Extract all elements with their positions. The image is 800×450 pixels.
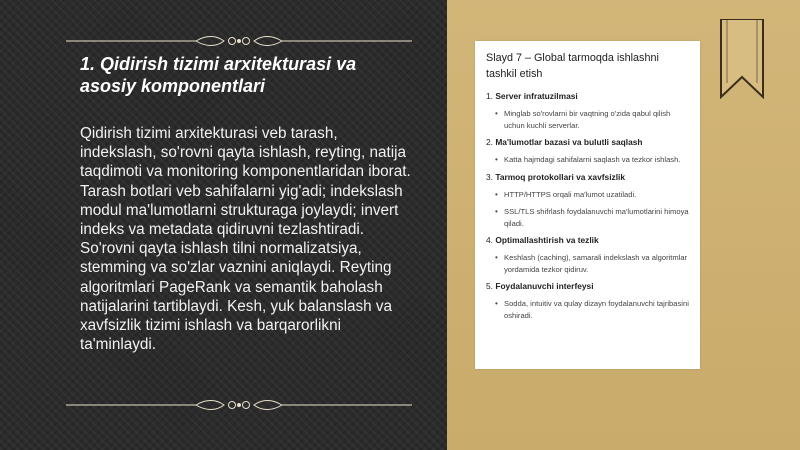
section-optimization — [486, 235, 690, 275]
section-interface — [486, 281, 690, 321]
section-heading: 2. Ma'lumotlar bazasi va bulutli saqlash — [486, 137, 643, 147]
section-heading: 1. Server infratuzilmasi — [486, 91, 578, 101]
section-heading: 5. Foydalanuvchi interfeysi — [486, 281, 594, 291]
bullet-item: • Keshlash (caching), samarali indekslash va algoritmlar yordamida tezkor qidiruv. — [495, 253, 688, 274]
document-title: Slayd 7 – Global tarmoqda ishlashni tashkil etish — [486, 52, 659, 80]
bullet-item: • Minglab so'rovlarni bir vaqtning o'zida qabul qilish uchun kuchli serverlar. — [495, 109, 671, 130]
bullet-item: • Katta hajmdagi sahifalarni saqlash va tezkor ishlash. — [495, 155, 681, 164]
bookmark-ribbon-icon — [719, 19, 765, 99]
section-heading: 3. Tarmoq protokollari va xavfsizlik — [486, 171, 626, 182]
section-heading: 4. Optimallashtirish va tezlik — [486, 235, 599, 245]
section-network — [486, 172, 690, 230]
slide-body-text: Qidirish tizimi arxitekturasi veb tarash, indekslash, so'rovni qayta ishlash, reyting, natija taqdimoti va monitoring komponentlaridan iborat. Tarash botlari veb sahifalarni yig'adi; indekslash modul ma'lumotlarni strukturaga joylaydi; invert indeks va metadata qidiruvni tezlashtiradi. So'rovni qayta ishlash tilni normalizatsiya, stemming va so'zlar vaznini aniqlaydi. Reyting algoritmlari PageRank va semantik baholash natijalarini tartiblaydi. Kesh, yuk balanslash va xavfsizlik tizimi ishlash va barqarorlikni ta'minlaydi. — [80, 125, 411, 354]
ornament-divider-icon — [66, 397, 412, 413]
document-card — [475, 41, 700, 369]
section-database — [486, 137, 690, 166]
bullet-item: • HTTP/HTTPS orqali ma'lumot uzatiladi. — [495, 189, 637, 199]
slide-title: 1. Qidirish tizimi arxitekturasi va asosiy komponentlari — [80, 54, 357, 96]
ornament-divider-icon — [66, 33, 412, 49]
section-server — [486, 91, 690, 131]
bullet-item: • Sodda, intuitiv va qulay dizayn foydalanuvchi tajribasini oshiradi. — [495, 299, 689, 320]
bullet-item: • SSL/TLS shifrlash foydalanuvchi ma'lumotlarini himoya qiladi. — [495, 207, 689, 228]
